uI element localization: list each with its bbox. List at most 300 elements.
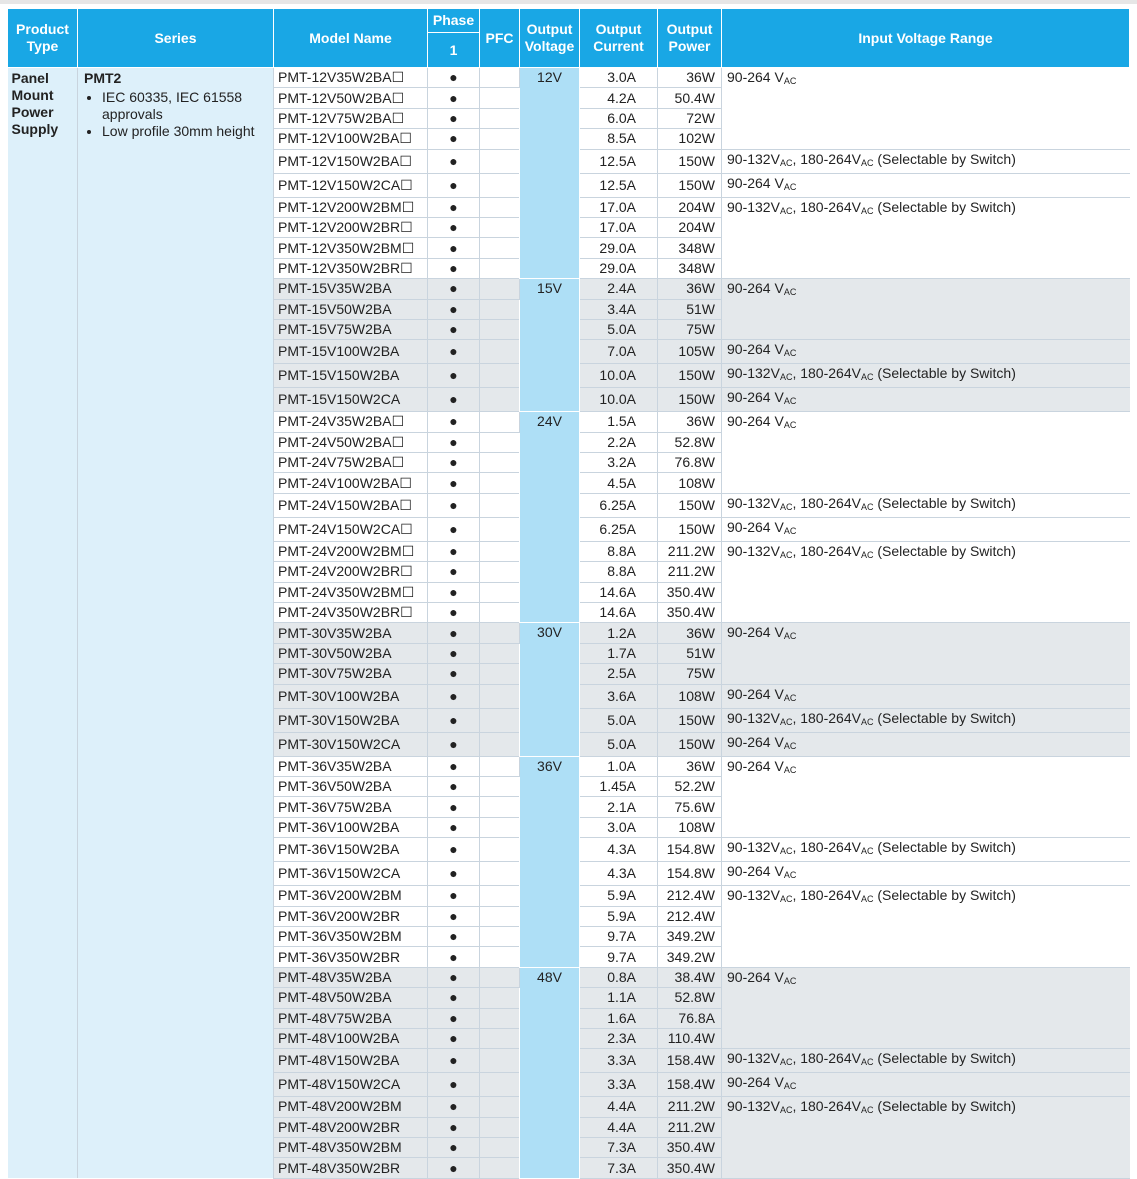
pfc-cell	[480, 838, 520, 862]
input-voltage-range: 90-264 $V_{AC}$	[722, 684, 1130, 708]
pfc-cell	[480, 623, 520, 643]
pfc-cell	[480, 708, 520, 732]
model-name: PMT-36V350W2BM	[274, 926, 428, 946]
phase-mark: ●	[428, 988, 480, 1008]
model-name: PMT-36V35W2BA	[274, 756, 428, 776]
input-voltage-range: $90-132V_{AC}$, $180-264V_{AC}$ (Selectable by Switch)	[722, 1097, 1130, 1179]
model-name: PMT-12V350W2BM☐	[274, 238, 428, 258]
output-current: 6.25A	[580, 493, 658, 517]
input-voltage-range: $90-132V_{AC}$, $180-264V_{AC}$ (Selectable by Switch)	[722, 364, 1130, 388]
model-name: PMT-12V35W2BA☐	[274, 68, 428, 88]
output-current: 14.6A	[580, 582, 658, 602]
pfc-cell	[480, 493, 520, 517]
model-name: PMT-36V75W2BA	[274, 797, 428, 817]
output-current: 9.7A	[580, 947, 658, 967]
phase-mark: ●	[428, 664, 480, 684]
output-current: 4.3A	[580, 838, 658, 862]
model-name: PMT-30V150W2CA	[274, 732, 428, 756]
model-name: PMT-30V75W2BA	[274, 664, 428, 684]
model-name: PMT-48V200W2BR	[274, 1117, 428, 1137]
model-name: PMT-36V200W2BR	[274, 906, 428, 926]
phase-mark: ●	[428, 197, 480, 217]
phase-mark: ●	[428, 1008, 480, 1028]
series-feature: • Low profile 30mm height	[102, 123, 267, 140]
phase-mark: ●	[428, 603, 480, 623]
phase-mark: ●	[428, 217, 480, 237]
output-power: 52.2W	[658, 776, 722, 796]
table-header	[8, 9, 1130, 68]
phase-mark: ●	[428, 108, 480, 128]
pfc-cell	[480, 217, 520, 237]
output-current: 10.0A	[580, 364, 658, 388]
output-current: 1.6A	[580, 1008, 658, 1028]
output-voltage: 30V	[520, 623, 580, 756]
phase-mark: ●	[428, 258, 480, 278]
phase-mark: ●	[428, 299, 480, 319]
output-power: 72W	[658, 108, 722, 128]
input-voltage-range: $90-132V_{AC}$, $180-264V_{AC}$ (Selectable by Switch)	[722, 886, 1130, 968]
pfc-cell	[480, 684, 520, 708]
phase-mark: ●	[428, 279, 480, 299]
input-voltage-range: $90-132V_{AC}$, $180-264V_{AC}$ (Selectable by Switch)	[722, 708, 1130, 732]
output-power: 204W	[658, 217, 722, 237]
phase-mark: ●	[428, 708, 480, 732]
output-power: 108W	[658, 473, 722, 493]
output-power: 36W	[658, 68, 722, 88]
model-name: PMT-48V350W2BM	[274, 1138, 428, 1158]
phase-mark: ●	[428, 1097, 480, 1117]
pfc-cell	[480, 603, 520, 623]
output-current: 1.45A	[580, 776, 658, 796]
phase-mark: ●	[428, 684, 480, 708]
output-power: 76.8A	[658, 1008, 722, 1028]
output-power: 75W	[658, 319, 722, 339]
output-power: 102W	[658, 129, 722, 149]
output-current: 12.5A	[580, 149, 658, 173]
phase-mark: ●	[428, 364, 480, 388]
pfc-cell	[480, 1073, 520, 1097]
output-power: 154.8W	[658, 862, 722, 886]
pfc-cell	[480, 1028, 520, 1048]
phase-mark: ●	[428, 88, 480, 108]
output-current: 7.0A	[580, 340, 658, 364]
model-name: PMT-12V100W2BA☐	[274, 129, 428, 149]
pfc-cell	[480, 88, 520, 108]
output-current: 29.0A	[580, 258, 658, 278]
input-voltage-range: $90-132V_{AC}$, $180-264V_{AC}$ (Selectable by Switch)	[722, 149, 1130, 173]
output-power: 150W	[658, 173, 722, 197]
output-current: 12.5A	[580, 173, 658, 197]
phase-mark: ●	[428, 473, 480, 493]
output-power: 150W	[658, 708, 722, 732]
model-name: PMT-12V75W2BA☐	[274, 108, 428, 128]
phase-mark: ●	[428, 947, 480, 967]
pfc-cell	[480, 258, 520, 278]
output-power: 204W	[658, 197, 722, 217]
phase-mark: ●	[428, 68, 480, 88]
model-name: PMT-12V350W2BR☐	[274, 258, 428, 278]
series-feature: • IEC 60335, IEC 61558 approvals	[102, 89, 267, 123]
output-current: 9.7A	[580, 926, 658, 946]
output-power: 349.2W	[658, 926, 722, 946]
pfc-cell	[480, 197, 520, 217]
output-current: 3.0A	[580, 817, 658, 837]
pfc-cell	[480, 340, 520, 364]
header-product-type: Product Type	[8, 9, 78, 68]
output-current: 5.9A	[580, 906, 658, 926]
output-current: 5.0A	[580, 732, 658, 756]
model-name: PMT-48V50W2BA	[274, 988, 428, 1008]
output-current: 7.3A	[580, 1158, 658, 1178]
input-voltage-range: 90-264 $V_{AC}$	[722, 340, 1130, 364]
input-voltage-range: 90-264 $V_{AC}$	[722, 732, 1130, 756]
pfc-cell	[480, 732, 520, 756]
header-model-name: Model Name	[274, 9, 428, 68]
phase-mark: ●	[428, 1117, 480, 1137]
output-power: 105W	[658, 340, 722, 364]
pfc-cell	[480, 756, 520, 776]
output-power: 150W	[658, 388, 722, 412]
output-current: 4.3A	[580, 862, 658, 886]
output-current: 1.5A	[580, 412, 658, 432]
phase-mark: ●	[428, 238, 480, 258]
model-name: PMT-24V100W2BA☐	[274, 473, 428, 493]
model-name: PMT-12V200W2BM☐	[274, 197, 428, 217]
output-current: 3.3A	[580, 1073, 658, 1097]
model-name: PMT-24V200W2BR☐	[274, 562, 428, 582]
pfc-cell	[480, 453, 520, 473]
phase-mark: ●	[428, 776, 480, 796]
model-name: PMT-36V200W2BM	[274, 886, 428, 906]
output-power: 50.4W	[658, 88, 722, 108]
model-name: PMT-24V350W2BR☐	[274, 603, 428, 623]
output-current: 8.8A	[580, 562, 658, 582]
model-name: PMT-12V150W2BA☐	[274, 149, 428, 173]
output-power: 211.2W	[658, 1117, 722, 1137]
pfc-cell	[480, 1138, 520, 1158]
input-voltage-range: 90-264 $V_{AC}$	[722, 412, 1130, 494]
model-name: PMT-12V200W2BR☐	[274, 217, 428, 237]
model-name: PMT-48V100W2BA	[274, 1028, 428, 1048]
series-features	[84, 89, 267, 140]
output-current: 0.8A	[580, 967, 658, 987]
phase-mark: ●	[428, 453, 480, 473]
output-power: 350.4W	[658, 603, 722, 623]
input-voltage-range: 90-264 $V_{AC}$	[722, 517, 1130, 541]
output-current: 4.2A	[580, 88, 658, 108]
header-pfc: PFC	[480, 9, 520, 68]
input-voltage-range: 90-264 $V_{AC}$	[722, 68, 1130, 150]
output-current: 3.2A	[580, 453, 658, 473]
model-name: PMT-24V150W2CA☐	[274, 517, 428, 541]
header-phase-1: 1	[428, 33, 480, 68]
phase-mark: ●	[428, 432, 480, 452]
output-current: 4.4A	[580, 1117, 658, 1137]
model-name: PMT-48V35W2BA	[274, 967, 428, 987]
pfc-cell	[480, 517, 520, 541]
model-name: PMT-36V150W2BA	[274, 838, 428, 862]
model-name: PMT-12V50W2BA☐	[274, 88, 428, 108]
output-power: 36W	[658, 623, 722, 643]
output-current: 5.9A	[580, 886, 658, 906]
output-current: 3.6A	[580, 684, 658, 708]
output-current: 1.7A	[580, 643, 658, 663]
phase-mark: ●	[428, 340, 480, 364]
model-name: PMT-15V150W2CA	[274, 388, 428, 412]
input-voltage-range: 90-264 $V_{AC}$	[722, 862, 1130, 886]
pfc-cell	[480, 173, 520, 197]
phase-mark: ●	[428, 129, 480, 149]
phase-mark: ●	[428, 838, 480, 862]
series-cell	[78, 68, 274, 1179]
output-current: 4.5A	[580, 473, 658, 493]
model-name: PMT-36V50W2BA	[274, 776, 428, 796]
pfc-cell	[480, 967, 520, 987]
pfc-cell	[480, 364, 520, 388]
pfc-cell	[480, 319, 520, 339]
output-power: 212.4W	[658, 886, 722, 906]
output-current: 10.0A	[580, 388, 658, 412]
output-current: 2.1A	[580, 797, 658, 817]
input-voltage-range: $90-132V_{AC}$, $180-264V_{AC}$ (Selectable by Switch)	[722, 1049, 1130, 1073]
phase-mark: ●	[428, 862, 480, 886]
output-power: 75.6W	[658, 797, 722, 817]
model-name: PMT-24V350W2BM☐	[274, 582, 428, 602]
phase-mark: ●	[428, 623, 480, 643]
output-power: 36W	[658, 756, 722, 776]
output-voltage: 48V	[520, 967, 580, 1178]
output-power: 348W	[658, 238, 722, 258]
input-voltage-range: 90-264 $V_{AC}$	[722, 1073, 1130, 1097]
phase-mark: ●	[428, 817, 480, 837]
pfc-cell	[480, 817, 520, 837]
model-name: PMT-24V50W2BA☐	[274, 432, 428, 452]
phase-mark: ●	[428, 1073, 480, 1097]
table-row	[8, 68, 1130, 88]
input-voltage-range: 90-264 $V_{AC}$	[722, 756, 1130, 838]
pfc-cell	[480, 1117, 520, 1137]
phase-mark: ●	[428, 541, 480, 561]
model-name: PMT-12V150W2CA☐	[274, 173, 428, 197]
pfc-cell	[480, 643, 520, 663]
pfc-cell	[480, 299, 520, 319]
output-power: 36W	[658, 412, 722, 432]
phase-mark: ●	[428, 412, 480, 432]
input-voltage-range: $90-132V_{AC}$, $180-264V_{AC}$ (Selectable by Switch)	[722, 493, 1130, 517]
model-name: PMT-30V150W2BA	[274, 708, 428, 732]
pfc-cell	[480, 129, 520, 149]
output-power: 350.4W	[658, 582, 722, 602]
header-output-voltage: Output Voltage	[520, 9, 580, 68]
model-name: PMT-15V75W2BA	[274, 319, 428, 339]
model-name: PMT-24V200W2BM☐	[274, 541, 428, 561]
model-name: PMT-48V200W2BM	[274, 1097, 428, 1117]
output-voltage: 15V	[520, 279, 580, 412]
output-current: 14.6A	[580, 603, 658, 623]
model-name: PMT-24V150W2BA☐	[274, 493, 428, 517]
output-current: 17.0A	[580, 217, 658, 237]
pfc-cell	[480, 1158, 520, 1178]
input-voltage-range: $90-132V_{AC}$, $180-264V_{AC}$ (Selectable by Switch)	[722, 541, 1130, 623]
model-name: PMT-48V350W2BR	[274, 1158, 428, 1178]
output-current: 3.4A	[580, 299, 658, 319]
phase-mark: ●	[428, 797, 480, 817]
pfc-cell	[480, 149, 520, 173]
output-power: 75W	[658, 664, 722, 684]
pfc-cell	[480, 562, 520, 582]
table-body	[8, 68, 1130, 1179]
phase-mark: ●	[428, 149, 480, 173]
pfc-cell	[480, 108, 520, 128]
pfc-cell	[480, 947, 520, 967]
output-current: 5.0A	[580, 319, 658, 339]
output-current: 1.1A	[580, 988, 658, 1008]
pfc-cell	[480, 582, 520, 602]
output-current: 6.0A	[580, 108, 658, 128]
output-power: 150W	[658, 517, 722, 541]
model-name: PMT-30V35W2BA	[274, 623, 428, 643]
model-name: PMT-36V350W2BR	[274, 947, 428, 967]
output-current: 3.3A	[580, 1049, 658, 1073]
input-voltage-range: 90-264 $V_{AC}$	[722, 173, 1130, 197]
output-voltage: 12V	[520, 68, 580, 279]
output-power: 38.4W	[658, 967, 722, 987]
model-name: PMT-15V50W2BA	[274, 299, 428, 319]
phase-mark: ●	[428, 1138, 480, 1158]
output-voltage: 24V	[520, 412, 580, 623]
phase-mark: ●	[428, 1158, 480, 1178]
pfc-cell	[480, 776, 520, 796]
output-power: 51W	[658, 643, 722, 663]
input-voltage-range: $90-132V_{AC}$, $180-264V_{AC}$ (Selectable by Switch)	[722, 838, 1130, 862]
phase-mark: ●	[428, 562, 480, 582]
output-current: 17.0A	[580, 197, 658, 217]
model-name: PMT-15V35W2BA	[274, 279, 428, 299]
header-output-power: Output Power	[658, 9, 722, 68]
output-power: 76.8W	[658, 453, 722, 473]
phase-mark: ●	[428, 643, 480, 663]
output-power: 348W	[658, 258, 722, 278]
top-rule	[0, 0, 1137, 4]
output-current: 2.3A	[580, 1028, 658, 1048]
phase-mark: ●	[428, 906, 480, 926]
phase-mark: ●	[428, 732, 480, 756]
model-name: PMT-48V150W2CA	[274, 1073, 428, 1097]
output-power: 52.8W	[658, 432, 722, 452]
pfc-cell	[480, 473, 520, 493]
output-current: 6.25A	[580, 517, 658, 541]
phase-mark: ●	[428, 319, 480, 339]
pfc-cell	[480, 68, 520, 88]
pfc-cell	[480, 432, 520, 452]
output-current: 3.0A	[580, 68, 658, 88]
output-current: 5.0A	[580, 708, 658, 732]
pfc-cell	[480, 541, 520, 561]
phase-mark: ●	[428, 517, 480, 541]
product-type-cell: Panel Mount Power Supply	[8, 68, 78, 1179]
output-current: 29.0A	[580, 238, 658, 258]
input-voltage-range: 90-264 $V_{AC}$	[722, 967, 1130, 1049]
output-current: 7.3A	[580, 1138, 658, 1158]
pfc-cell	[480, 862, 520, 886]
output-power: 150W	[658, 493, 722, 517]
pfc-cell	[480, 1008, 520, 1028]
model-name: PMT-48V150W2BA	[274, 1049, 428, 1073]
phase-mark: ●	[428, 582, 480, 602]
phase-mark: ●	[428, 886, 480, 906]
product-table	[7, 8, 1130, 1179]
output-power: 350.4W	[658, 1158, 722, 1178]
output-power: 211.2W	[658, 562, 722, 582]
output-power: 158.4W	[658, 1049, 722, 1073]
output-current: 2.4A	[580, 279, 658, 299]
pfc-cell	[480, 238, 520, 258]
pfc-cell	[480, 388, 520, 412]
output-current: 8.5A	[580, 129, 658, 149]
output-power: 350.4W	[658, 1138, 722, 1158]
output-power: 108W	[658, 684, 722, 708]
pfc-cell	[480, 926, 520, 946]
output-power: 211.2W	[658, 1097, 722, 1117]
header-output-current: Output Current	[580, 9, 658, 68]
header-phase: Phase	[428, 9, 480, 33]
pfc-cell	[480, 1049, 520, 1073]
output-power: 108W	[658, 817, 722, 837]
output-current: 2.5A	[580, 664, 658, 684]
phase-mark: ●	[428, 388, 480, 412]
pfc-cell	[480, 1097, 520, 1117]
series-name: PMT2	[84, 70, 122, 86]
phase-mark: ●	[428, 493, 480, 517]
pfc-cell	[480, 279, 520, 299]
input-voltage-range: $90-132V_{AC}$, $180-264V_{AC}$ (Selectable by Switch)	[722, 197, 1130, 279]
output-voltage: 36V	[520, 756, 580, 967]
output-power: 36W	[658, 279, 722, 299]
pfc-cell	[480, 664, 520, 684]
pfc-cell	[480, 906, 520, 926]
pfc-cell	[480, 886, 520, 906]
pfc-cell	[480, 988, 520, 1008]
output-power: 212.4W	[658, 906, 722, 926]
output-current: 4.4A	[580, 1097, 658, 1117]
phase-mark: ●	[428, 926, 480, 946]
output-power: 150W	[658, 149, 722, 173]
header-series: Series	[78, 9, 274, 68]
output-power: 349.2W	[658, 947, 722, 967]
output-power: 150W	[658, 732, 722, 756]
output-power: 110.4W	[658, 1028, 722, 1048]
output-power: 158.4W	[658, 1073, 722, 1097]
output-power: 211.2W	[658, 541, 722, 561]
phase-mark: ●	[428, 756, 480, 776]
output-current: 2.2A	[580, 432, 658, 452]
output-current: 1.0A	[580, 756, 658, 776]
output-current: 8.8A	[580, 541, 658, 561]
model-name: PMT-24V75W2BA☐	[274, 453, 428, 473]
output-power: 51W	[658, 299, 722, 319]
input-voltage-range: 90-264 $V_{AC}$	[722, 623, 1130, 684]
header-input-voltage-range: Input Voltage Range	[722, 9, 1130, 68]
model-name: PMT-48V75W2BA	[274, 1008, 428, 1028]
model-name: PMT-30V100W2BA	[274, 684, 428, 708]
output-power: 150W	[658, 364, 722, 388]
output-power: 52.8W	[658, 988, 722, 1008]
phase-mark: ●	[428, 1028, 480, 1048]
model-name: PMT-30V50W2BA	[274, 643, 428, 663]
output-current: 1.2A	[580, 623, 658, 643]
phase-mark: ●	[428, 173, 480, 197]
model-name: PMT-24V35W2BA☐	[274, 412, 428, 432]
